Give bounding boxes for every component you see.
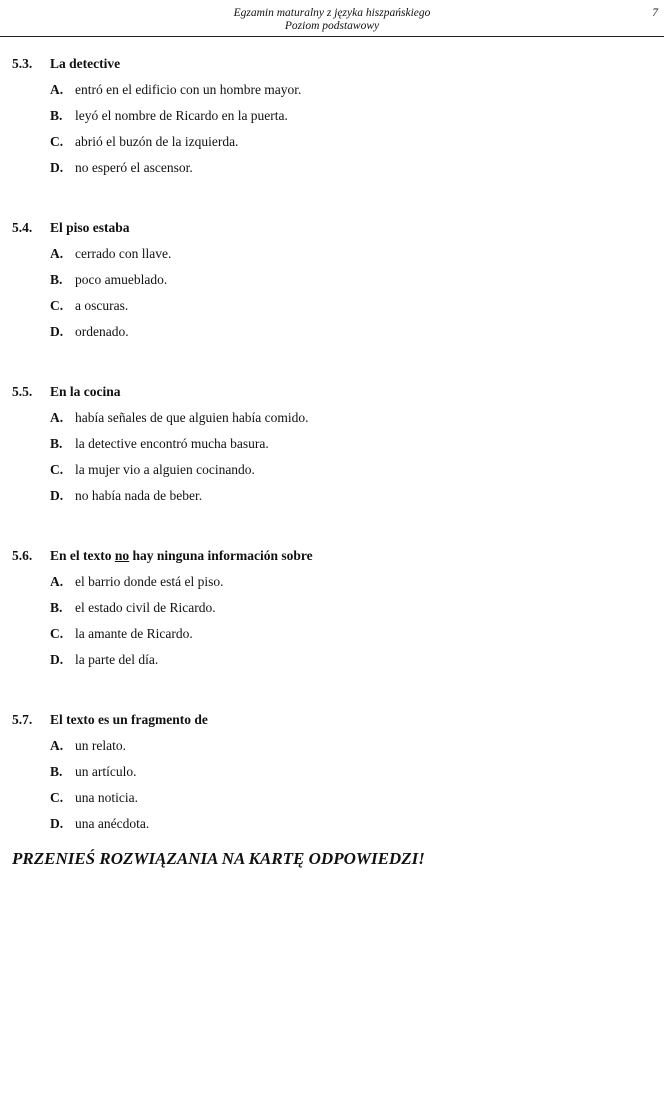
- option-text: un artículo.: [75, 764, 137, 779]
- page-number: 7: [652, 7, 658, 19]
- header-divider: [0, 36, 664, 37]
- answer-option-b[interactable]: [0, 103, 664, 129]
- option-text: no esperó el ascensor.: [75, 160, 193, 175]
- option-letter: D.: [50, 816, 64, 831]
- option-text: había señales de que alguien había comido.: [75, 410, 309, 425]
- question-stem: El piso estaba: [50, 220, 130, 235]
- answer-option-c[interactable]: [0, 457, 664, 483]
- question-list: [0, 51, 664, 837]
- answer-option-a[interactable]: [0, 77, 664, 103]
- option-letter: D.: [50, 488, 64, 503]
- answer-option-b[interactable]: [0, 759, 664, 785]
- option-letter: C.: [50, 134, 64, 149]
- option-text: el estado civil de Ricardo.: [75, 600, 216, 615]
- question-stem: El texto es un fragmento de: [50, 712, 208, 727]
- option-text: no había nada de beber.: [75, 488, 203, 503]
- option-text: ordenado.: [75, 324, 129, 339]
- question-heading: [0, 379, 664, 405]
- answer-option-c[interactable]: [0, 785, 664, 811]
- option-letter: C.: [50, 626, 64, 641]
- option-letter: B.: [50, 764, 63, 779]
- question-number: 5.3.: [12, 56, 33, 71]
- question-5-3: [0, 51, 664, 215]
- stem-underlined-word: no: [114, 548, 130, 563]
- question-heading: [0, 543, 664, 569]
- option-letter: A.: [50, 574, 64, 589]
- option-text: la parte del día.: [75, 652, 159, 667]
- question-5-7: [0, 707, 664, 837]
- question-heading: [0, 51, 664, 77]
- answer-option-d[interactable]: [0, 811, 664, 837]
- answer-option-b[interactable]: [0, 595, 664, 621]
- answer-option-b[interactable]: [0, 431, 664, 457]
- option-text: cerrado con llave.: [75, 246, 172, 261]
- option-letter: D.: [50, 324, 64, 339]
- answer-option-d[interactable]: [0, 319, 664, 345]
- option-text: el barrio donde está el piso.: [75, 574, 224, 589]
- answer-option-a[interactable]: [0, 241, 664, 267]
- option-text: entró en el edificio con un hombre mayor.: [75, 82, 302, 97]
- option-letter: B.: [50, 436, 63, 451]
- option-text: una noticia.: [75, 790, 138, 805]
- option-text: un relato.: [75, 738, 126, 753]
- option-text: a oscuras.: [75, 298, 129, 313]
- answer-option-d[interactable]: [0, 647, 664, 673]
- option-text: la detective encontró mucha basura.: [75, 436, 269, 451]
- option-letter: D.: [50, 652, 64, 667]
- answer-option-d[interactable]: [0, 155, 664, 181]
- answer-option-c[interactable]: [0, 293, 664, 319]
- option-letter: A.: [50, 738, 64, 753]
- question-heading: [0, 707, 664, 733]
- question-stem: [50, 543, 313, 569]
- question-number: 5.6.: [12, 548, 33, 563]
- stem-before: En el texto: [50, 548, 112, 563]
- option-letter: A.: [50, 246, 64, 261]
- option-text: poco amueblado.: [75, 272, 168, 287]
- question-stem: En la cocina: [50, 384, 121, 399]
- answer-option-a[interactable]: [0, 405, 664, 431]
- question-number: 5.4.: [12, 220, 33, 235]
- page-header: [0, 0, 664, 40]
- question-number: 5.5.: [12, 384, 33, 399]
- question-heading: [0, 215, 664, 241]
- question-5-4: [0, 215, 664, 379]
- option-letter: A.: [50, 410, 64, 425]
- answer-option-d[interactable]: [0, 483, 664, 509]
- question-5-5: [0, 379, 664, 543]
- question-number: 5.7.: [12, 712, 33, 727]
- answer-option-c[interactable]: [0, 621, 664, 647]
- exam-level: Poziom podstawowy: [284, 20, 380, 32]
- option-letter: C.: [50, 790, 64, 805]
- option-text: abrió el buzón de la izquierda.: [75, 134, 239, 149]
- option-text: leyó el nombre de Ricardo en la puerta.: [75, 108, 288, 123]
- stem-after: hay ninguna información sobre: [132, 548, 313, 563]
- option-text: una anécdota.: [75, 816, 150, 831]
- answer-option-b[interactable]: [0, 267, 664, 293]
- answer-option-a[interactable]: [0, 569, 664, 595]
- option-letter: A.: [50, 82, 64, 97]
- answer-option-a[interactable]: [0, 733, 664, 759]
- option-letter: D.: [50, 160, 64, 175]
- answer-option-c[interactable]: [0, 129, 664, 155]
- question-stem: La detective: [50, 56, 121, 71]
- option-letter: B.: [50, 600, 63, 615]
- option-text: la amante de Ricardo.: [75, 626, 193, 641]
- exam-title: Egzamin maturalny z języka hiszpańskiego: [233, 7, 431, 19]
- question-5-6: [0, 543, 664, 707]
- option-text: la mujer vio a alguien cocinando.: [75, 462, 255, 477]
- option-letter: B.: [50, 272, 63, 287]
- transfer-answers-instruction: PRZENIEŚ ROZWIĄZANIA NA KARTĘ ODPOWIEDZI!: [12, 849, 425, 868]
- option-letter: B.: [50, 108, 63, 123]
- option-letter: C.: [50, 298, 64, 313]
- option-letter: C.: [50, 462, 64, 477]
